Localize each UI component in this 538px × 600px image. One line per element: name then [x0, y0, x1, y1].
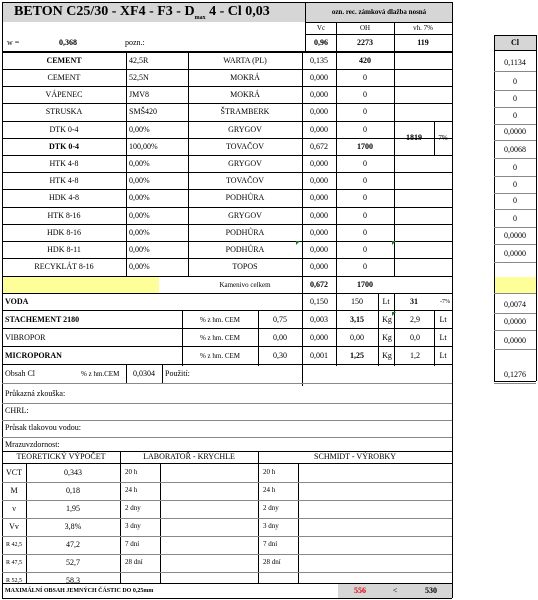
cl-value-13: 0,0074 — [504, 300, 526, 309]
obsah-label: Obsah Cl — [5, 369, 35, 378]
comment-marker — [296, 241, 300, 245]
row-6-val: 0,000 — [310, 158, 328, 168]
kamenivo-label: Kamenivo celkem — [219, 280, 271, 289]
h-line — [494, 176, 536, 177]
row-10-val: 0,000 — [310, 227, 328, 237]
h-line — [2, 224, 452, 225]
h-line — [2, 364, 452, 365]
voda-kg: 150 — [351, 297, 363, 306]
adm-1-lt-unit: Lt — [439, 333, 447, 342]
max-label: MAXIMÁLNÍ OBSAH JEMNÝCH ČÁSTIC DO 0,25mm — [5, 588, 154, 594]
v-line — [302, 51, 303, 276]
teor-2-value: 1,95 — [66, 503, 80, 513]
schmidt-row-0: 20 h — [263, 468, 276, 476]
row-0-val: 0,135 — [310, 55, 328, 65]
row-8-source: PODHŮRA — [225, 192, 265, 202]
teor-2-label: ν — [12, 503, 16, 513]
row-2-kg: 0 — [363, 89, 367, 99]
row-3-source: ŠTRAMBERK — [220, 106, 270, 116]
adm-1-kg: 0,00 — [350, 333, 364, 342]
row-0-type: 42,5R — [129, 55, 149, 65]
row-5-val: 0,672 — [310, 141, 328, 151]
kamenivo-kg: 1700 — [357, 280, 373, 289]
h-line — [494, 107, 536, 108]
adm-2-dose: 0,30 — [273, 351, 287, 360]
note-mraz: Mrazuvzdornost: — [5, 440, 60, 449]
title-tail: 4 - Cl 0,03 — [205, 4, 270, 19]
adm-1-lt: 0,0 — [410, 333, 420, 342]
header-note: ozn. rec. zámková dlažba nosná — [306, 2, 452, 22]
cl-value-1: 0 — [513, 77, 517, 86]
h-line — [2, 536, 452, 537]
v-line — [162, 364, 163, 383]
h-line — [2, 241, 452, 242]
h-line — [494, 90, 536, 91]
cl-value-10: 0,0000 — [504, 231, 526, 240]
row-11-kg: 0 — [363, 244, 367, 254]
row-1-val: 0,000 — [310, 72, 328, 82]
voda-label: VODA — [5, 297, 29, 306]
row-12-source: TOPOS — [232, 261, 258, 271]
row-4-type: 0,00% — [129, 124, 150, 134]
h-line — [2, 258, 452, 259]
teor-3-label: Vv — [9, 521, 19, 531]
vh-value: 119 — [417, 37, 429, 47]
obsah-value: 0,0304 — [133, 369, 155, 378]
kamenivo-highlight — [2, 277, 159, 293]
obsah-unit: % z hm.CEM — [81, 369, 120, 378]
row-12-type: 0,00% — [129, 261, 150, 271]
h-line — [2, 2, 452, 3]
v-line — [302, 276, 303, 386]
cl-value-6: 0 — [513, 163, 517, 172]
teor-3-value: 3,8% — [64, 521, 82, 531]
cl-value-3: 0 — [513, 111, 517, 120]
cl-header: Cl — [511, 37, 519, 47]
row-2-type: JMV8 — [129, 89, 150, 99]
note-prusak: Průsak tlakovou vodou: — [5, 423, 81, 432]
row-4-val: 0,000 — [310, 124, 328, 134]
cl-value-12 — [494, 277, 536, 293]
row-2-name: VÁPENEC — [45, 89, 83, 99]
lab-row-0: 20 h — [125, 468, 138, 476]
h-line — [2, 451, 452, 452]
teor-1-label: M — [10, 485, 18, 495]
h-line — [494, 349, 536, 350]
adm-1-val: 0,000 — [310, 333, 328, 342]
lab-row-4: 7 dní — [125, 540, 140, 548]
row-6-source: GRYGOV — [228, 158, 262, 168]
voda-unit: Lt — [382, 297, 390, 306]
h-line — [2, 482, 452, 483]
row-12-name: RECYKLÁT 8-16 — [34, 261, 94, 271]
row-4-kg: 0 — [363, 124, 367, 134]
h-line — [494, 244, 536, 245]
row-1-name: CEMENT — [47, 72, 81, 82]
adm-2-val: 0,001 — [310, 351, 328, 360]
h-line — [494, 193, 536, 194]
vc-value: 0,96 — [314, 37, 328, 47]
row-8-type: 0,00% — [129, 192, 150, 202]
row-3-type: SMŠ420 — [129, 106, 158, 116]
v-line — [394, 22, 395, 51]
h-line — [2, 172, 452, 173]
h-line — [2, 346, 452, 347]
lab-row-3: 3 dny — [125, 522, 141, 530]
adm-0-name: STACHEMENT 2180 — [5, 315, 80, 324]
teor-1-value: 0,18 — [66, 485, 80, 495]
document-title — [14, 4, 270, 21]
v-line — [258, 310, 259, 366]
kamenivo-val: 0,672 — [310, 280, 328, 289]
h-line — [2, 276, 452, 277]
h-line — [2, 138, 452, 139]
lab-row-1: 24 h — [125, 486, 138, 494]
v-line — [126, 51, 127, 276]
schmidt-row-2: 2 dny — [263, 504, 279, 512]
adm-0-unit: % z hm. CEM — [199, 315, 241, 324]
teor-0-value: 0,343 — [64, 467, 82, 477]
row-3-kg: 0 — [363, 106, 367, 116]
adm-2-unit: % z hm. CEM — [199, 351, 241, 360]
h-line — [2, 583, 452, 584]
teor-4-label: R 42,5 — [5, 541, 22, 548]
h-line — [2, 293, 452, 294]
adm-0-val: 0,003 — [310, 315, 328, 324]
cl-value-8: 0 — [513, 196, 517, 205]
h-line — [394, 155, 452, 156]
h-line — [494, 71, 536, 72]
adm-0-lt-unit: Lt — [439, 315, 447, 324]
row-5-source: TOVAČOV — [226, 141, 264, 151]
note-prukazna: Průkazná zkouška: — [5, 389, 66, 398]
h-line — [2, 310, 452, 311]
v-line — [2, 2, 3, 598]
vh-label: vh. 7% — [413, 23, 433, 32]
schmidt-title: SCHMIDT - VÝROBKY — [314, 452, 396, 461]
row-5-name: DTK 0-4 — [49, 141, 79, 151]
teor-5-value: 52,7 — [66, 557, 80, 567]
adm-0-dose: 0,75 — [273, 315, 287, 324]
cl-value-16: 0,1276 — [504, 370, 526, 379]
h-line — [2, 554, 452, 555]
cl-value-0: 0,1134 — [504, 58, 526, 67]
schmidt-row-4: 7 dní — [263, 540, 278, 548]
h-line — [494, 124, 536, 125]
adm-0-kg-unit: Kg — [382, 315, 392, 324]
h-line — [2, 207, 452, 208]
row-0-source: WARTA (PL) — [223, 55, 267, 65]
oh-label: OH — [359, 23, 371, 32]
aggregate-sum: 1819 — [406, 133, 422, 142]
row-6-kg: 0 — [363, 158, 367, 168]
h-line — [494, 227, 536, 228]
h-line — [2, 500, 452, 501]
v-line — [434, 310, 435, 366]
v-line — [336, 51, 337, 276]
adm-1-name: VIBROPOR — [5, 333, 46, 342]
h-line — [494, 158, 536, 159]
schmidt-row-1: 24 h — [263, 486, 276, 494]
row-7-kg: 0 — [363, 175, 367, 185]
h-line — [494, 35, 536, 36]
row-10-kg: 0 — [363, 227, 367, 237]
adm-0-lt: 2,9 — [410, 315, 420, 324]
h-line — [494, 50, 536, 51]
w-value: 0,368 — [59, 37, 77, 47]
h-line — [2, 383, 452, 384]
h-line — [2, 69, 452, 70]
h-line — [494, 140, 536, 141]
row-6-name: HTK 4-8 — [49, 158, 79, 168]
row-11-name: HDK 8-11 — [47, 244, 81, 254]
adm-2-kg-unit: Kg — [382, 351, 392, 360]
v-line — [182, 310, 183, 366]
schmidt-row-5: 28 dní — [263, 558, 281, 566]
h-line — [494, 330, 536, 331]
aggregate-pct: 7% — [438, 133, 448, 142]
row-9-type: 0,00% — [129, 210, 150, 220]
h-line — [2, 189, 452, 190]
teor-5-label: R 47,5 — [5, 559, 22, 566]
row-11-type: 0,00% — [129, 244, 150, 254]
row-12-val: 0,000 — [310, 261, 328, 271]
h-line — [494, 381, 536, 382]
adm-2-kg: 1,25 — [350, 351, 364, 360]
adm-2-lt-unit: Lt — [439, 351, 447, 360]
row-11-source: PODHŮRA — [225, 244, 265, 254]
row-9-val: 0,000 — [310, 210, 328, 220]
title-sub: max — [194, 14, 206, 21]
row-1-type: 52,5N — [129, 72, 149, 82]
h-line — [2, 598, 452, 599]
v-line — [378, 293, 379, 366]
lab-row-2: 2 dny — [125, 504, 141, 512]
cl-value-5: 0,0068 — [504, 145, 526, 154]
teor-4-value: 47,2 — [66, 539, 80, 549]
row-5-type: 100,00% — [129, 141, 158, 151]
cl-value-4: 0,0000 — [504, 127, 526, 136]
h-line — [394, 121, 452, 122]
row-4-name: DTK 0-4 — [49, 124, 79, 134]
row-11-val: 0,000 — [310, 244, 328, 254]
h-line — [2, 52, 452, 53]
row-7-val: 0,000 — [310, 175, 328, 185]
lab-row-5: 28 dní — [125, 558, 143, 566]
row-8-kg: 0 — [363, 192, 367, 202]
row-7-type: 0,00% — [129, 175, 150, 185]
voda-val: 0,150 — [310, 297, 328, 306]
h-line — [305, 34, 452, 35]
max-limit: 530 — [425, 586, 437, 595]
h-line — [2, 572, 452, 573]
h-line — [2, 121, 452, 122]
v-line — [536, 35, 537, 381]
row-6-type: 0,00% — [129, 158, 150, 168]
lab-title: LABORATOŘ - KRYCHLE — [143, 452, 235, 461]
v-line — [452, 2, 453, 598]
adm-2-lt: 1,2 — [410, 351, 420, 360]
h-line — [2, 155, 452, 156]
adm-1-kg-unit: Kg — [382, 333, 392, 342]
schmidt-row-3: 3 dny — [263, 522, 279, 530]
row-10-name: HDK 8-16 — [47, 227, 81, 237]
row-12-kg: 0 — [363, 261, 367, 271]
cl-value-7: 0 — [513, 180, 517, 189]
row-9-name: HTK 8-16 — [47, 210, 81, 220]
row-2-val: 0,000 — [310, 89, 328, 99]
oh-value: 2273 — [357, 37, 373, 47]
v-line — [188, 51, 189, 276]
row-2-source: MOKRÁ — [230, 89, 260, 99]
comment-marker — [392, 312, 396, 316]
teor-6-value: 58,3 — [66, 575, 80, 585]
row-0-kg: 420 — [359, 55, 371, 65]
h-line — [2, 103, 452, 104]
cl-value-15: 0,0000 — [504, 336, 526, 345]
h-line — [2, 437, 452, 438]
row-7-source: TOVAČOV — [226, 175, 264, 185]
row-8-val: 0,000 — [310, 192, 328, 202]
h-line — [2, 518, 452, 519]
max-compare: < — [392, 586, 398, 595]
teor-6-label: R 52,5 — [5, 577, 22, 584]
row-7-name: HTK 4-8 — [49, 175, 79, 185]
row-1-kg: 0 — [363, 72, 367, 82]
cl-value-14: 0,0000 — [504, 317, 526, 326]
h-line — [305, 22, 452, 23]
v-line — [336, 22, 337, 51]
title-main: BETON C25/30 - XF4 - F3 - D — [14, 4, 195, 19]
w-label: w = — [7, 37, 20, 47]
row-8-name: HDK 4-8 — [49, 192, 79, 202]
voda-extra-pct: -7% — [440, 299, 450, 305]
teor-title: TEORETICKÝ VÝPOČET — [16, 452, 106, 461]
v-line — [394, 293, 395, 366]
h-line — [494, 383, 536, 384]
comment-marker — [392, 241, 396, 245]
pouziti-label: Použití: — [165, 369, 190, 378]
row-4-source: GRYGOV — [228, 124, 262, 134]
h-line — [494, 293, 536, 294]
row-9-source: GRYGOV — [228, 210, 262, 220]
h-line — [494, 209, 536, 210]
v-line — [126, 364, 127, 383]
v-line — [305, 2, 306, 51]
row-9-kg: 0 — [363, 210, 367, 220]
adm-1-dose: 0,00 — [273, 333, 287, 342]
row-3-name: STRUSKA — [45, 106, 83, 116]
note-chrl: CHRL: — [5, 406, 29, 415]
row-3-val: 0,000 — [310, 106, 328, 116]
teor-0-label: VCT — [6, 467, 22, 477]
pozn-label: pozn.: — [125, 37, 145, 47]
h-line — [2, 420, 452, 421]
adm-2-name: MICROPORAN — [5, 351, 62, 360]
v-line — [434, 121, 435, 155]
h-line — [2, 463, 452, 464]
cl-value-2: 0 — [513, 94, 517, 103]
row-5-kg: 1700 — [357, 141, 373, 151]
h-line — [494, 313, 536, 314]
h-line — [2, 403, 452, 404]
row-10-source: PODHŮRA — [225, 227, 265, 237]
adm-0-kg: 3,15 — [350, 315, 364, 324]
voda-extra: 31 — [410, 297, 418, 306]
vc-label: Vc — [316, 23, 326, 32]
cl-value-9: 0 — [513, 214, 517, 223]
row-0-name: CEMENT — [46, 55, 82, 65]
v-line — [336, 276, 337, 366]
adm-1-unit: % z hm. CEM — [199, 333, 241, 342]
h-line — [2, 328, 452, 329]
row-10-type: 0,00% — [129, 227, 150, 237]
h-line — [494, 262, 536, 263]
row-1-source: MOKRÁ — [230, 72, 260, 82]
max-value: 556 — [354, 586, 366, 595]
cl-value-11: 0,0000 — [504, 249, 526, 258]
h-line — [2, 86, 452, 87]
